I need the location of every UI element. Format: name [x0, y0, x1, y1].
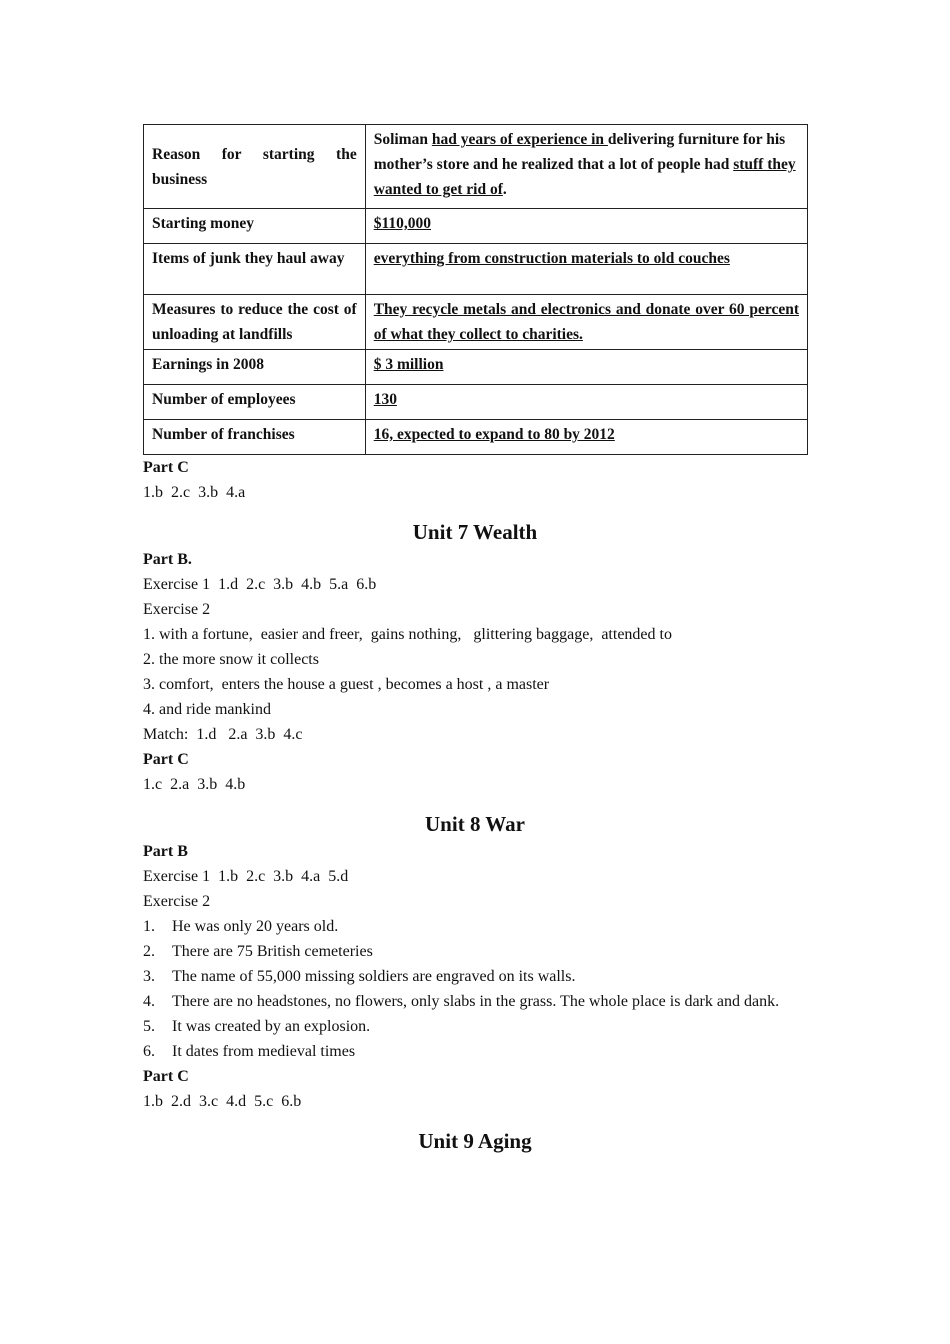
unit-7-title: Unit 7 Wealth: [412, 520, 538, 544]
part-b-heading: Part B.: [143, 551, 192, 568]
underlined-answer: had years of experience in: [431, 131, 608, 148]
row-label: Earnings in 2008: [144, 350, 366, 385]
exercise-1-answers: Exercise 1 1.d 2.c 3.b 4.b 5.a 6.b: [143, 576, 377, 593]
row-label: Number of franchises: [144, 420, 366, 455]
exercise-2-line: 4. and ride mankind: [143, 701, 271, 718]
row-value: [365, 420, 807, 455]
underlined-answer: stuff they wanted to get rid of: [373, 156, 796, 198]
exercise-2-line: 3. comfort, enters the house a guest , becomes a host , a master: [143, 676, 550, 693]
exercise-1-answers: Exercise 1 1.b 2.c 3.b 4.a 5.d: [143, 868, 349, 885]
document-page: [143, 124, 807, 1156]
list-item: 1. He was only 20 years old.: [143, 918, 339, 935]
row-value: [365, 385, 807, 420]
row-label: Number of employees: [144, 385, 366, 420]
unit-8-title: Unit 8 War: [425, 812, 525, 836]
part-c-heading: Part C: [143, 751, 189, 768]
row-label: Starting money: [144, 209, 366, 244]
exercise-2-list: [143, 914, 807, 1064]
row-label: Items of junk they haul away: [144, 244, 366, 295]
underlined-answer: $ 3 million: [373, 356, 444, 373]
underlined-answer: everything from construction materials to old couches: [373, 250, 730, 267]
exercise-2-line: 2. the more snow it collects: [143, 651, 319, 668]
exercise-2-heading: Exercise 2: [143, 893, 211, 910]
unit-9-title: Unit 9 Aging: [418, 1129, 532, 1153]
part-c-heading: Part C: [143, 1068, 189, 1085]
list-item: 2. There are 75 British cemeteries: [143, 943, 373, 960]
value-text: Soliman: [373, 131, 432, 148]
underlined-answer: 130: [373, 391, 397, 408]
row-value: [365, 244, 807, 295]
exercise-2-heading: Exercise 2: [143, 601, 211, 618]
part-c-answers: 1.b 2.d 3.c 4.d 5.c 6.b: [143, 1093, 302, 1110]
table-row: [144, 295, 808, 350]
row-value: [365, 350, 807, 385]
row-label: Reason for starting the business: [144, 125, 366, 209]
row-label: Measures to reduce the cost of unloading at landfills: [144, 295, 366, 350]
value-text: .: [502, 181, 507, 198]
table-row: [144, 420, 808, 455]
table-row: [144, 385, 808, 420]
list-item: 3. The name of 55,000 missing soldiers are engraved on its walls.: [143, 968, 576, 985]
value-text: delivering furniture for his mother’s store and he realized that a lot of people had: [373, 131, 786, 173]
business-info-table: [143, 124, 808, 455]
table-row: [144, 244, 808, 295]
row-value: [365, 125, 807, 209]
part-c-heading: Part C: [143, 459, 189, 476]
row-value: [365, 295, 807, 350]
underlined-answer: 16, expected to expand to 80 by 2012: [373, 426, 615, 443]
row-value: [365, 209, 807, 244]
list-item: 5. It was created by an explosion.: [143, 1018, 371, 1035]
exercise-2-line: 1. with a fortune, easier and freer, gains nothing, glittering baggage, attended to: [143, 626, 672, 643]
table-row: [144, 209, 808, 244]
list-item: 4. There are no headstones, no flowers, only slabs in the grass. The whole place is dark and dank.: [143, 993, 780, 1010]
underlined-answer: $110,000: [373, 215, 431, 232]
underlined-answer: They recycle metals and electronics and donate over 60 percent of what they collect to charities.: [373, 301, 799, 343]
part-b-heading: Part B: [143, 843, 188, 860]
table-row: [144, 125, 808, 209]
list-item: 6. It dates from medieval times: [143, 1043, 356, 1060]
table-row: [144, 350, 808, 385]
part-c-answers: 1.b 2.c 3.b 4.a: [143, 484, 246, 501]
part-c-answers: 1.c 2.a 3.b 4.b: [143, 776, 246, 793]
match-answers: Match: 1.d 2.a 3.b 4.c: [143, 726, 303, 743]
